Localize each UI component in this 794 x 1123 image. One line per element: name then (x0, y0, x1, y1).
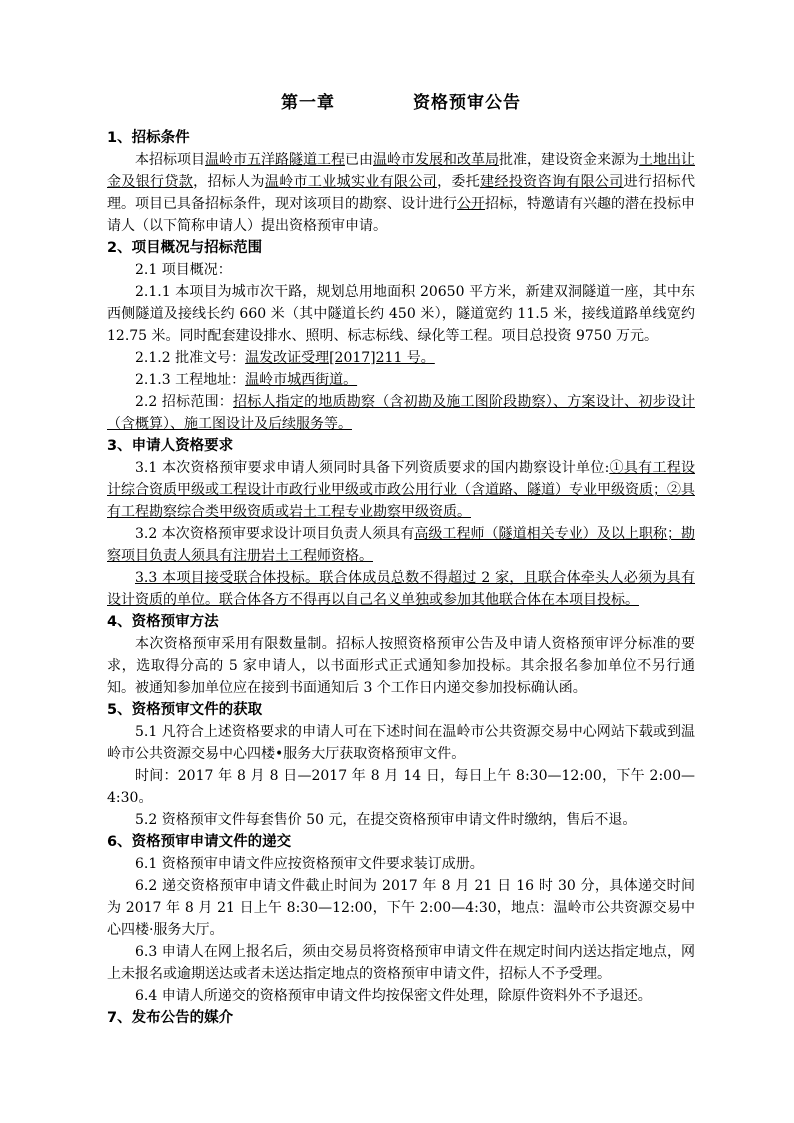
funding-source: 土地出让金及银行贷款 (107, 152, 695, 190)
approval-number: 2.1.2 批准文号：温发改证受理[2017]211 号。 (135, 350, 435, 366)
project-name: 温岭市五洋路隧道工程 (205, 152, 345, 168)
overview-paragraph: 2.1.1 本项目为城市次干路，规划总用地面积 20650 平方米，新建双洞隧道一座，其中东西侧隧道及接线长约 660 米（其中隧道长约 450 米），隧道宽约 11.5 米，接线道路单线宽约 12.75 米。同时配套建设排水、照明、标志标线、绿化等工程。项目总投资 9750 万元。 (107, 284, 695, 344)
acquisition-time: 时间：2017 年 8 月 8 日—2017 年 8 月 14 日，每日上午 8:30—12:00，下午 2:00—4:30。 (107, 768, 695, 806)
project-address: 2.1.3 工程地址：温岭市城西街道。 (135, 372, 358, 388)
qualification-3-1: 3.1 本次资格预审要求申请人须同时具备下列资质要求的国内勘察设计单位:①具有工程设计综合资质甲级或工程设计市政行业甲级或市政公用行业（含道路、隧道）专业甲级资质；②具有工程勘察综合类甲级资质或岩土工程专业勘察甲级资质。 (107, 460, 695, 520)
submission-6-2: 6.2 递交资格预审申请文件截止时间为 2017 年 8 月 21 日 16 时 30 分，具体递交时间为 2017 年 8 月 21 日上午 8:30—12:00，下午 2:00—4:30，地点：温岭市公共资源交易中心四楼·服务大厅。 (107, 878, 695, 938)
tender-agent: 建经投资咨询有限公司 (480, 174, 624, 190)
section-heading-2: 2、项目概况与招标范围 (107, 240, 263, 256)
document-acquisition: 5.1 凡符合上述资格要求的申请人可在下述时间在温岭市公共资源交易中心网站下载或到温岭市公共资源交易中心四楼•服务大厅获取资格预审文件。 (107, 724, 695, 762)
submission-6-1: 6.1 资格预审申请文件应按资格预审文件要求装订成册。 (135, 856, 484, 872)
section-heading-4: 4、资格预审方法 (107, 614, 219, 630)
page-title (107, 88, 695, 113)
qualification-3-2: 3.2 本次资格预审要求设计项目负责人须具有高级工程师（隧道相关专业）及以上职称；勘察项目负责人须具有注册岩土工程师资格。 (107, 526, 695, 564)
chapter-number: 第一章 (281, 93, 335, 113)
overview-label: 2.1 项目概况： (135, 262, 232, 278)
tender-method: 公开 (457, 196, 485, 212)
section-heading-7: 7、发布公告的媒介 (107, 1010, 234, 1026)
submission-6-4: 6.4 申请人所递交的资格预审申请文件均按保密文件处理，除原件资料外不予退还。 (135, 988, 652, 1004)
tender-conditions-paragraph: 本招标项目温岭市五洋路隧道工程已由温岭市发展和改革局批准，建设资金来源为土地出让金及银行贷款，招标人为温岭市工业城实业有限公司，委托建经投资咨询有限公司进行招标代理。项目已具备招标条件，现对该项目的勘察、设计进行公开招标，特邀请有兴趣的潜在投标申请人（以下简称申请人）提出资格预审申请。 (107, 152, 696, 234)
section-heading-5: 5、资格预审文件的获取 (107, 702, 263, 718)
section-heading-1: 1、招标条件 (107, 130, 190, 146)
chapter-name: 资格预审公告 (413, 93, 521, 113)
section-heading-3: 3、申请人资格要求 (107, 438, 234, 454)
qualification-3-3: 3.3 本项目接受联合体投标。联合体成员总数不得超过 2 家，且联合体牵头人必须为具有设计资质的单位。联合体各方不得再以自己名义单独或参加其他联合体在本项目投标。 (107, 570, 695, 608)
prequalification-method: 本次资格预审采用有限数量制。招标人按照资格预审公告及申请人资格预审评分标准的要求，选取得分高的 5 家申请人，以书面形式正式通知参加投标。其余报名参加单位不另行通知。被通知参加单位应在接到书面通知后 3 个工作日内递交参加投标确认函。 (107, 636, 695, 696)
approver: 温岭市发展和改革局 (373, 152, 499, 168)
submission-6-3: 6.3 申请人在网上报名后，须由交易员将资格预审申请文件在规定时间内送达指定地点，网上未报名或逾期送达或者未送达指定地点的资格预审申请文件，招标人不予受理。 (107, 944, 695, 982)
tender-scope: 2.2 招标范围：招标人指定的地质勘察（含初勘及施工图阶段勘察）、方案设计、初步设计（含概算）、施工图设计及后续服务等。 (107, 394, 696, 432)
document-price: 5.2 资格预审文件每套售价 50 元，在提交资格预审申请文件时缴纳，售后不退。 (135, 812, 637, 828)
document-page (107, 88, 695, 1029)
tenderer: 温岭市工业城实业有限公司 (264, 174, 438, 190)
section-heading-6: 6、资格预审申请文件的递交 (107, 834, 292, 850)
